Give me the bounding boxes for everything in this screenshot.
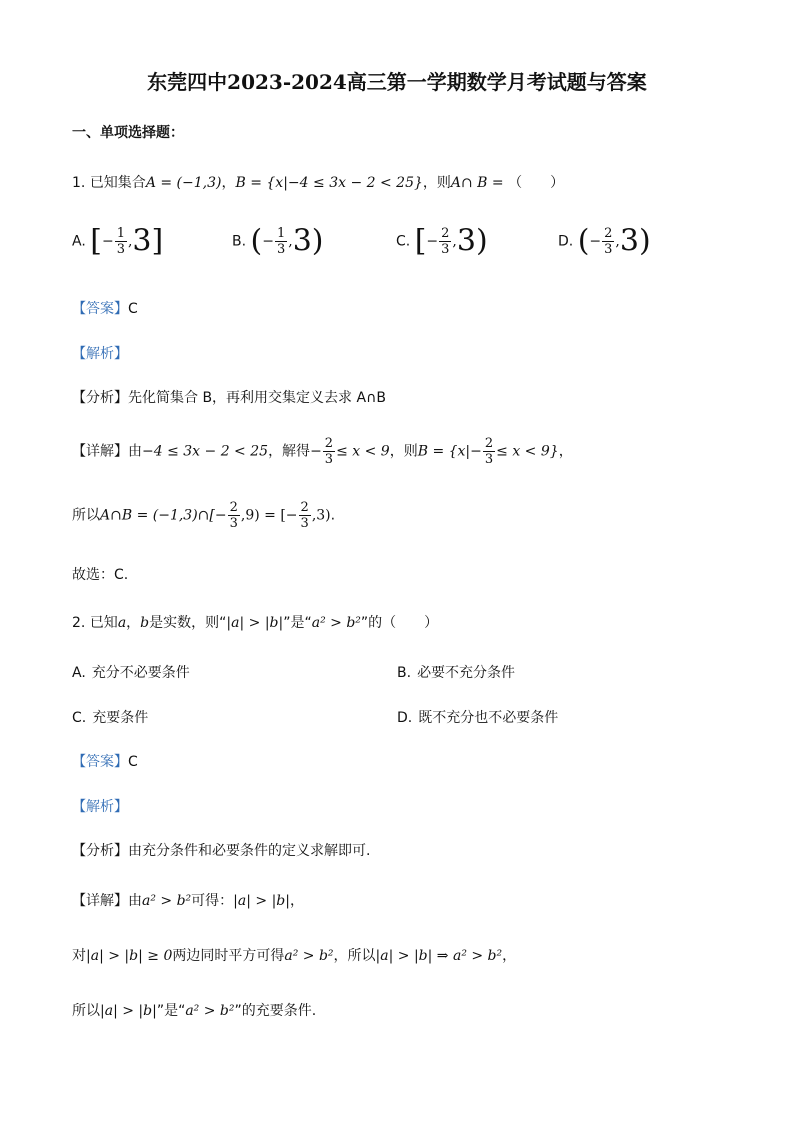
q2-line2-1: 对	[72, 948, 86, 964]
q2-stem-4: ”是“	[283, 615, 312, 631]
q2-detail-line-2	[72, 945, 516, 965]
q2-detail-4: |a| > |b|	[233, 893, 290, 909]
q2-answer-value: C	[128, 754, 138, 770]
q1-option-d: D. (− $\frac{2}{3}$ ,3)	[558, 223, 651, 259]
q2-line3-3: ”是“	[156, 1003, 186, 1019]
q1-detail-text-4: ，则	[389, 443, 418, 460]
q2-stem-2: ，	[126, 615, 141, 631]
q2-option-a-label: A.	[72, 665, 86, 681]
q2-option-c	[72, 707, 148, 727]
q1-set-a: A = (−1,3)	[145, 175, 222, 191]
q2-line2-2: |a| > |b| ≥ 0	[86, 948, 173, 964]
q1-option-c-right: 3)	[456, 223, 488, 259]
q1-option-a-fraction: $\frac{1}{3}$	[116, 226, 125, 257]
q1-detail-text-2: ，解得	[268, 443, 311, 460]
q2-stem-1: 已知	[89, 615, 118, 631]
q1-detail-set-b-open: B = {x|−	[417, 443, 482, 460]
q2-answer	[72, 751, 138, 771]
q2-detail-3: 可得：	[191, 893, 234, 909]
q2-option-d-text: 既不充分也不必要条件	[418, 710, 559, 726]
q2-detail	[72, 890, 304, 910]
q2-detail-5: ，	[289, 893, 304, 909]
q2-condition-1: |a| > |b|	[226, 615, 284, 631]
q1-choose: 故选：C.	[72, 567, 129, 583]
q1-option-d-left: (	[577, 223, 590, 259]
q1-stem	[72, 172, 564, 192]
q1-detail-fraction-1: $\frac{2}{3}$	[324, 436, 334, 467]
q2-detail-line-3	[72, 1000, 316, 1020]
q1-option-c-fraction: $\frac{2}{3}$	[441, 226, 450, 257]
q2-option-d-label: D.	[397, 710, 413, 726]
q2-detail-tag: 【详解】	[72, 893, 128, 909]
q1-detail-inequality: −4 ≤ 3x − 2 < 25	[142, 443, 269, 460]
q2-var-a: a	[117, 615, 127, 631]
q2-line2-4: a² > b²	[284, 948, 334, 964]
q2-number: 2.	[72, 615, 86, 631]
q2-option-c-text: 充要条件	[92, 710, 149, 726]
page-title: 东莞四中2023-2024高三第一学期数学月考试题与答案	[147, 70, 647, 94]
q1-detail-comma: ，	[558, 443, 573, 460]
q1-option-a: A. [− $\frac{1}{3}$ ,3]	[72, 223, 164, 259]
q2-stem	[72, 612, 438, 632]
q1-detail-range: ≤ x < 9	[336, 443, 390, 460]
q2-line3-2: |a| > |b|	[100, 1003, 157, 1019]
q1-detail: 【详解】由−4 ≤ 3x − 2 < 25，解得− $\frac{2}{3}$ ≤ x < 9，则B = {x|− $\frac{2}{3}$ ≤ x < 9}，	[72, 436, 573, 467]
q1-number: 1.	[72, 175, 86, 191]
q1-option-d-right: 3)	[619, 223, 651, 259]
q1-so-expr-3: ,3)	[311, 507, 331, 524]
q2-line3-4: a² > b²	[185, 1003, 235, 1019]
q2-condition-2: a² > b²	[311, 615, 361, 631]
q1-answer	[72, 298, 138, 318]
q2-line2-3: 两边同时平方可得	[172, 948, 285, 964]
q2-option-a-text: 充分不必要条件	[91, 665, 190, 681]
q2-option-d	[397, 707, 558, 727]
q1-option-a-right: 3]	[132, 223, 164, 259]
q1-fenxi-tag: 【分析】	[72, 390, 128, 406]
q2-line3-1: 所以	[72, 1003, 100, 1019]
q1-stem-pre: 已知集合	[89, 175, 146, 191]
q1-answer-value: C	[128, 301, 138, 317]
q2-option-b-text: 必要不充分条件	[417, 665, 516, 681]
q1-option-b-fraction: $\frac{1}{3}$	[276, 226, 286, 257]
q1-option-d-label: D.	[558, 233, 574, 250]
q1-detail-text-1: 由	[128, 443, 142, 460]
q1-so-period: .	[330, 507, 336, 524]
q2-option-a	[72, 662, 190, 682]
q2-line2-6: |a| > |b| ⇒ a² > b²	[375, 948, 503, 964]
q2-option-c-label: C.	[72, 710, 87, 726]
q1-so-expr-1: A∩B = (−1,3)∩[−	[100, 507, 227, 524]
q2-fenxi-tag: 【分析】	[72, 843, 128, 859]
q1-option-b-label: B.	[232, 233, 247, 250]
q2-var-b: b	[140, 615, 150, 631]
q1-paren: （ ）	[508, 175, 565, 191]
q2-line2-7: ，	[502, 948, 517, 964]
q1-stem-mid: ，则	[422, 175, 451, 191]
q1-so-text: 所以	[72, 507, 100, 524]
q1-fenxi	[72, 387, 386, 407]
q2-fenxi-text: 由充分条件和必要条件的定义求解即可.	[128, 843, 371, 859]
q1-option-a-left: [	[90, 223, 102, 259]
q2-stem-3: 是实数，则“	[149, 615, 227, 631]
q1-option-b-neg: −	[262, 233, 274, 250]
q1-detail-tag: 【详解】	[72, 443, 128, 460]
q1-so-expr-2: ,9) = [−	[240, 507, 298, 524]
q2-option-b-label: B.	[397, 665, 412, 681]
q1-set-b: B = {x|−4 ≤ 3x − 2 < 25}	[235, 175, 423, 191]
q1-option-c: C. [− $\frac{2}{3}$ ,3)	[396, 223, 488, 259]
q2-analysis-tag: 【解析】	[72, 799, 128, 815]
q2-stem-5: ”的（ ）	[360, 615, 439, 631]
q1-fenxi-text: 先化简集合 B，再利用交集定义去求 A∩B	[128, 390, 386, 406]
q1-detail-set-b-close: ≤ x < 9}	[496, 443, 559, 460]
q1-detail-fraction-2: $\frac{2}{3}$	[484, 436, 494, 467]
q1-option-a-neg: −	[101, 233, 114, 250]
q2-detail-1: 由	[128, 893, 142, 909]
q1-option-c-label: C.	[396, 233, 411, 250]
q1-expr: A∩ B =	[450, 175, 504, 191]
q2-option-b	[397, 662, 515, 682]
q1-option-c-neg: −	[426, 233, 439, 250]
q2-line3-5: ”的充要条件.	[234, 1003, 317, 1019]
section-heading: 一、单项选择题：	[72, 125, 184, 141]
q1-option-d-neg: −	[589, 233, 602, 250]
q1-option-d-fraction: $\frac{2}{3}$	[604, 226, 613, 257]
q1-option-b: B. (− $\frac{1}{3}$ ,3)	[232, 223, 324, 259]
q2-fenxi	[72, 840, 370, 860]
q2-answer-tag: 【答案】	[72, 754, 128, 770]
q1-option-b-right: 3)	[292, 223, 324, 259]
q1-analysis-tag: 【解析】	[72, 346, 128, 362]
q2-detail-2: a² > b²	[142, 893, 192, 909]
q1-answer-tag: 【答案】	[72, 301, 128, 317]
q2-line2-5: ，所以	[333, 948, 376, 964]
q1-conclusion	[72, 500, 335, 531]
q1-so-fraction-1: $\frac{2}{3}$	[229, 500, 238, 531]
q1-comma: ，	[221, 175, 236, 191]
q1-so-fraction-2: $\frac{2}{3}$	[300, 500, 309, 531]
q1-option-a-label: A.	[72, 233, 86, 250]
q1-option-b-left: (	[250, 223, 263, 259]
q1-option-c-left: [	[414, 223, 427, 259]
